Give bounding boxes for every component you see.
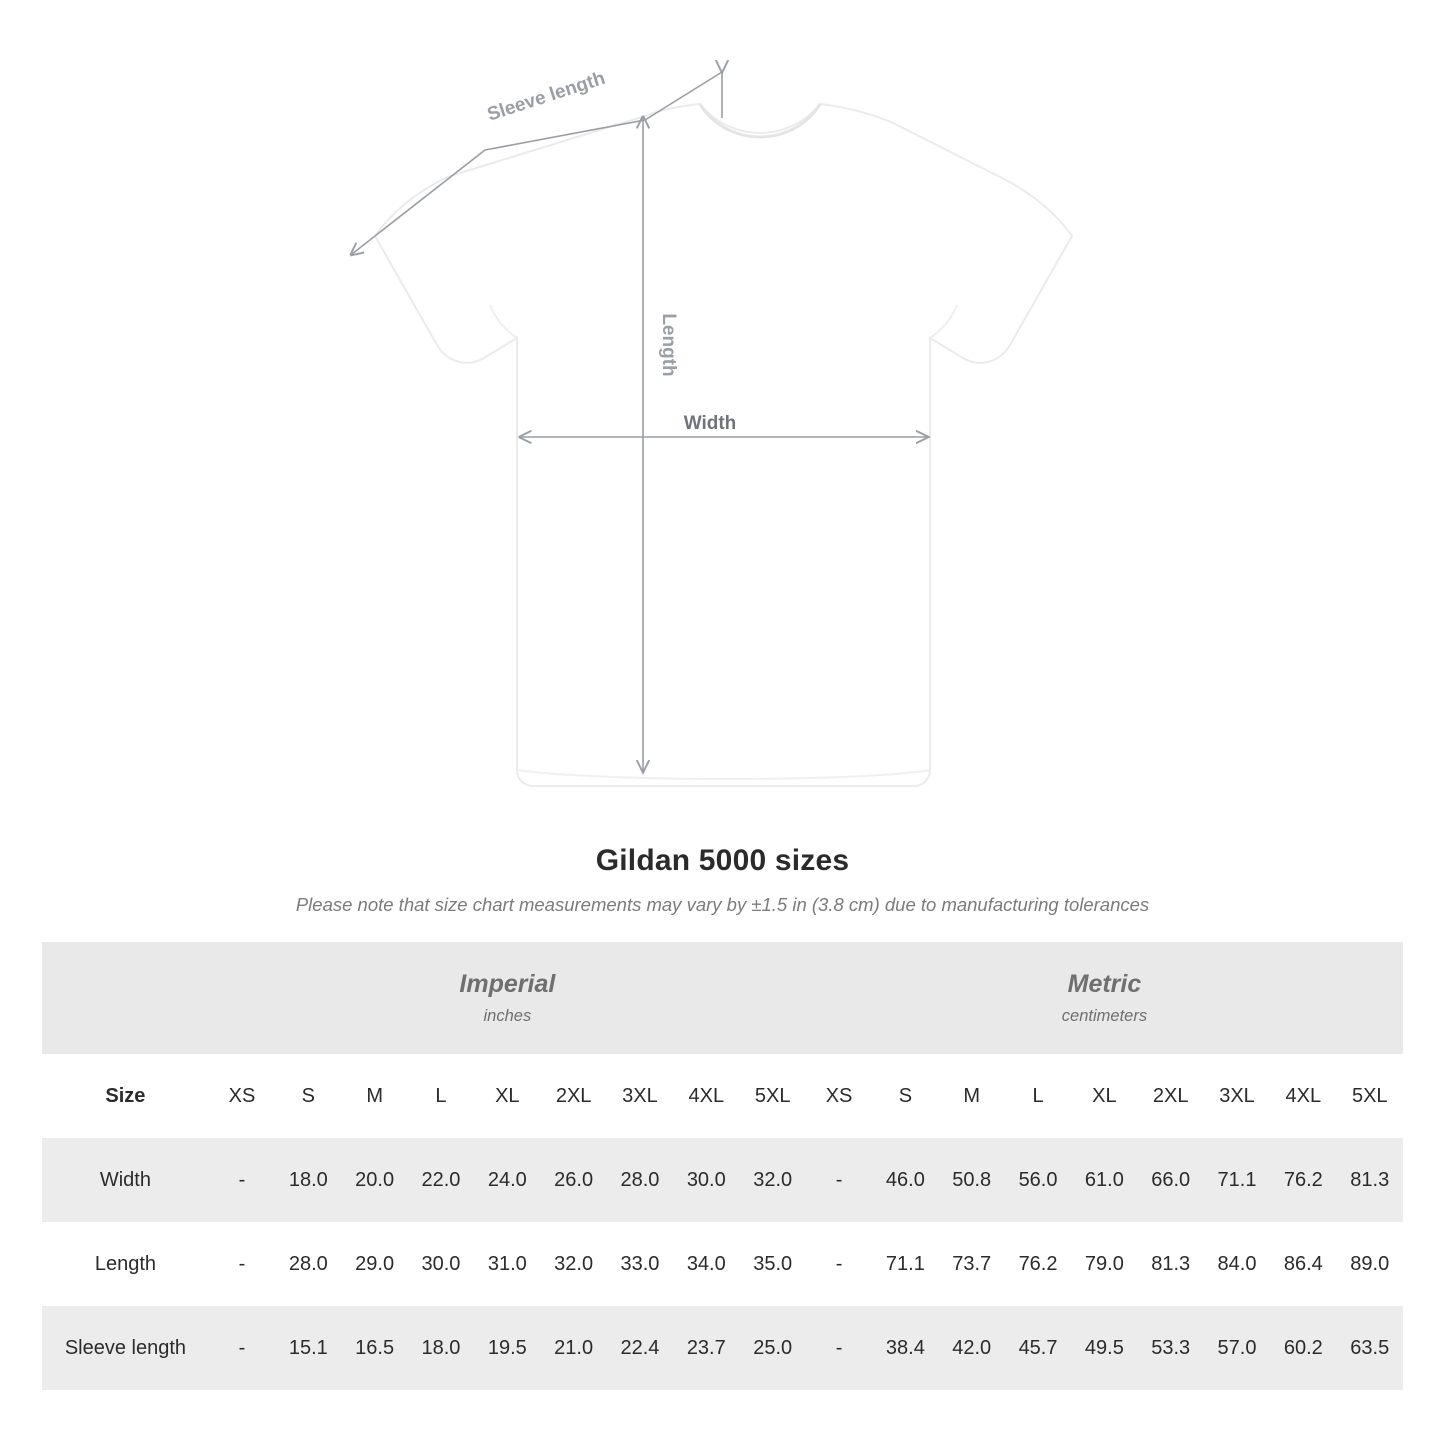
sleeve-metric-m: 42.0 (939, 1306, 1005, 1390)
width-metric-3xl: 71.1 (1204, 1138, 1270, 1222)
table-row (42, 1222, 1403, 1306)
size-imperial-3xl: 3XL (607, 1054, 673, 1138)
sleeve-metric-l: 45.7 (1005, 1306, 1071, 1390)
unit-system-row (42, 942, 1403, 1054)
width-metric-m: 50.8 (939, 1138, 1005, 1222)
width-metric-xs: - (806, 1138, 872, 1222)
sleeve-metric-xs: - (806, 1306, 872, 1390)
sleeve-metric-5xl: 63.5 (1337, 1306, 1403, 1390)
size-table (42, 942, 1403, 1390)
size-metric-2xl: 2XL (1138, 1054, 1204, 1138)
length-imperial-s: 28.0 (275, 1222, 341, 1306)
length-label: Length (658, 313, 679, 377)
sleeve-metric-4xl: 60.2 (1270, 1306, 1336, 1390)
tolerance-note: Please note that size chart measurements may vary by ±1.5 in (3.8 cm) due to manufacturing tolerances (295, 894, 1150, 915)
width-metric-s: 46.0 (872, 1138, 938, 1222)
sleeve-metric-3xl: 57.0 (1204, 1306, 1270, 1390)
width-imperial-s: 18.0 (275, 1138, 341, 1222)
length-metric-l: 76.2 (1005, 1222, 1071, 1306)
width-metric-4xl: 76.2 (1270, 1138, 1336, 1222)
size-imperial-l: L (408, 1054, 474, 1138)
sys-empty-cell (42, 942, 209, 1054)
size-imperial-2xl: 2XL (540, 1054, 606, 1138)
size-metric-5xl: 5XL (1337, 1054, 1403, 1138)
length-metric-m: 73.7 (939, 1222, 1005, 1306)
width-imperial-xs: - (209, 1138, 275, 1222)
width-metric-2xl: 66.0 (1138, 1138, 1204, 1222)
width-metric-5xl: 81.3 (1337, 1138, 1403, 1222)
width-imperial-l: 22.0 (408, 1138, 474, 1222)
sleeve-imperial-m: 16.5 (341, 1306, 407, 1390)
sleeve-imperial-xs: - (209, 1306, 275, 1390)
length-imperial-4xl: 34.0 (673, 1222, 739, 1306)
length-imperial-2xl: 32.0 (540, 1222, 606, 1306)
size-metric-xs: XS (806, 1054, 872, 1138)
sleeve-imperial-xl: 19.5 (474, 1306, 540, 1390)
width-label: Width (683, 413, 737, 434)
sleeve-imperial-4xl: 23.7 (673, 1306, 739, 1390)
size-table-wrapper (0, 942, 1445, 1390)
size-imperial-s: S (275, 1054, 341, 1138)
length-metric-4xl: 86.4 (1270, 1222, 1336, 1306)
row-label-length: Length (42, 1222, 209, 1306)
table-row (42, 1138, 1403, 1222)
length-imperial-xs: - (209, 1222, 275, 1306)
width-imperial-m: 20.0 (341, 1138, 407, 1222)
sleeve-length-label: Sleeve length (484, 67, 608, 126)
row-label-sleeve-length: Sleeve length (42, 1306, 209, 1390)
size-metric-4xl: 4XL (1270, 1054, 1336, 1138)
imperial-unit: inches (483, 1006, 532, 1025)
size-metric-s: S (872, 1054, 938, 1138)
width-metric-xl: 61.0 (1071, 1138, 1137, 1222)
size-metric-l: L (1005, 1054, 1071, 1138)
width-imperial-3xl: 28.0 (607, 1138, 673, 1222)
length-imperial-m: 29.0 (341, 1222, 407, 1306)
sleeve-imperial-2xl: 21.0 (540, 1306, 606, 1390)
length-metric-xl: 79.0 (1071, 1222, 1137, 1306)
width-imperial-2xl: 26.0 (540, 1138, 606, 1222)
length-imperial-xl: 31.0 (474, 1222, 540, 1306)
length-metric-xs: - (806, 1222, 872, 1306)
size-imperial-5xl: 5XL (739, 1054, 805, 1138)
title-block (0, 844, 1445, 916)
length-imperial-5xl: 35.0 (739, 1222, 805, 1306)
sleeve-imperial-3xl: 22.4 (607, 1306, 673, 1390)
tshirt-shape (375, 104, 1072, 786)
sleeve-imperial-l: 18.0 (408, 1306, 474, 1390)
sleeve-imperial-5xl: 25.0 (739, 1306, 805, 1390)
length-imperial-l: 30.0 (408, 1222, 474, 1306)
width-metric-l: 56.0 (1005, 1138, 1071, 1222)
metric-name: Metric (1067, 970, 1142, 999)
length-metric-s: 71.1 (872, 1222, 938, 1306)
length-imperial-3xl: 33.0 (607, 1222, 673, 1306)
imperial-header (209, 942, 806, 1054)
width-imperial-xl: 24.0 (474, 1138, 540, 1222)
metric-unit: centimeters (1061, 1006, 1148, 1025)
size-imperial-m: M (341, 1054, 407, 1138)
sleeve-metric-xl: 49.5 (1071, 1306, 1137, 1390)
page-title: Gildan 5000 sizes (595, 844, 850, 877)
length-metric-3xl: 84.0 (1204, 1222, 1270, 1306)
imperial-name: Imperial (459, 970, 556, 999)
table-row (42, 1306, 1403, 1390)
length-metric-5xl: 89.0 (1337, 1222, 1403, 1306)
size-metric-3xl: 3XL (1204, 1054, 1270, 1138)
sleeve-imperial-s: 15.1 (275, 1306, 341, 1390)
size-imperial-4xl: 4XL (673, 1054, 739, 1138)
length-metric-2xl: 81.3 (1138, 1222, 1204, 1306)
size-metric-xl: XL (1071, 1054, 1137, 1138)
size-label: Size (42, 1054, 209, 1138)
size-imperial-xs: XS (209, 1054, 275, 1138)
width-imperial-5xl: 32.0 (739, 1138, 805, 1222)
size-metric-m: M (939, 1054, 1005, 1138)
size-header-row (42, 1054, 1403, 1138)
width-imperial-4xl: 30.0 (673, 1138, 739, 1222)
sleeve-metric-2xl: 53.3 (1138, 1306, 1204, 1390)
row-label-width: Width (42, 1138, 209, 1222)
size-imperial-xl: XL (474, 1054, 540, 1138)
sleeve-metric-s: 38.4 (872, 1306, 938, 1390)
metric-header (806, 942, 1403, 1054)
